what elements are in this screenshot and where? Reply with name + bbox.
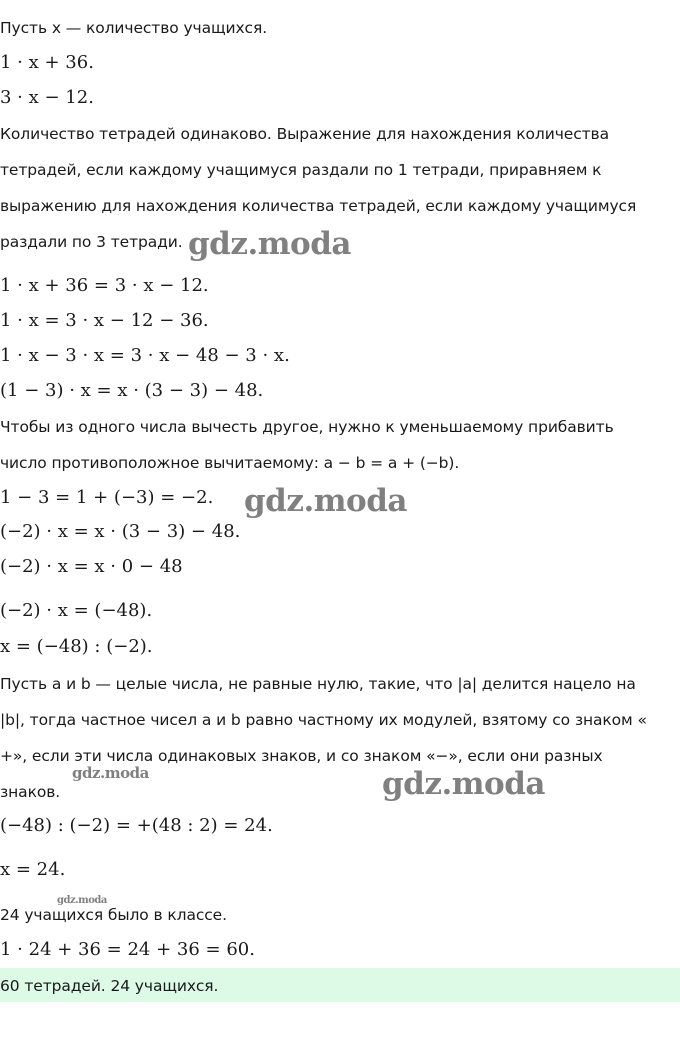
math-expression: 3 · x − 12.	[0, 87, 94, 108]
paragraph-line	[0, 782, 60, 802]
equation-6	[0, 521, 240, 543]
math-expression: x = (−48) : (−2).	[0, 636, 153, 657]
watermark: gdz.moda	[72, 764, 149, 782]
text-line-content: |b|, тогда частное чисел a и b равно частному их модулей, взятому со знаком «	[0, 711, 647, 729]
equation-9	[0, 636, 153, 658]
equation-1	[0, 275, 209, 297]
watermark: gdz.moda	[188, 226, 351, 262]
math-expression: 1 − 3 = 1 + (−3) = −2.	[0, 487, 214, 508]
watermark: gdz.moda	[57, 895, 107, 906]
math-expression: x = 24.	[0, 859, 66, 880]
math-expression: 1 · x + 36.	[0, 52, 94, 73]
equation-2	[0, 310, 209, 332]
paragraph-line	[0, 746, 603, 766]
paragraph-line	[0, 710, 647, 730]
paragraph-line	[0, 453, 459, 473]
equation-11	[0, 859, 65, 881]
paragraph-line	[0, 196, 636, 216]
text-line-content: Пусть a и b — целые числа, не равные нулю, такие, что |a| делится нацело на	[0, 675, 636, 693]
text-line-content: тетрадей, если каждому учащимуся раздали по 1 тетради, приравняем к	[0, 161, 602, 179]
equation-3	[0, 345, 290, 367]
text-line-content: знаков.	[0, 783, 61, 801]
text-line-content: Пусть x — количество учащихся.	[0, 19, 268, 37]
text-line-content: Количество тетрадей одинаково. Выражение для нахождения количества	[0, 125, 609, 143]
math-expression: 1 · 24 + 36 = 24 + 36 = 60.	[0, 939, 255, 960]
text-line-content: число противоположное вычитаемому: a − b = a + (−b).	[0, 454, 460, 472]
equation-10	[0, 815, 273, 837]
math-expression: 1 · x = 3 · x − 12 − 36.	[0, 310, 209, 331]
math-expression: (−2) · x = x · 0 − 48	[0, 556, 183, 577]
equation-4	[0, 380, 263, 402]
paragraph-line	[0, 124, 609, 144]
expression-1	[0, 52, 94, 74]
text-line-content: 24 учащихся было в классе.	[0, 906, 227, 924]
watermark: gdz.moda	[244, 483, 407, 519]
paragraph-line	[0, 160, 601, 180]
math-expression: 1 · x + 36 = 3 · x − 12.	[0, 275, 209, 296]
equation-7	[0, 556, 183, 578]
paragraph-line	[0, 417, 614, 437]
text-line-content: +», если эти числа одинаковых знаков, и со знаком «−», если они разных	[0, 747, 603, 765]
answer-text: 60 тетрадей. 24 учащихся.	[0, 977, 219, 995]
text-line-1	[0, 18, 267, 38]
paragraph-line	[0, 232, 183, 252]
equation-8	[0, 600, 152, 622]
paragraph-line	[0, 674, 636, 694]
math-expression: (−2) · x = (−48).	[0, 600, 153, 621]
math-expression: (1 − 3) · x = x · (3 − 3) − 48.	[0, 380, 264, 401]
answer-line	[0, 976, 218, 996]
watermark: gdz.moda	[382, 766, 545, 802]
expression-2	[0, 87, 94, 109]
text-line-students	[0, 905, 227, 925]
equation-5	[0, 487, 213, 509]
text-line-content: Чтобы из одного числа вычесть другое, нужно к уменьшаемому прибавить	[0, 418, 614, 436]
text-line-content: выражению для нахождения количества тетрадей, если каждому учащимуся	[0, 197, 637, 215]
math-expression: (−2) · x = x · (3 − 3) − 48.	[0, 521, 241, 542]
math-expression: (−48) : (−2) = +(48 : 2) = 24.	[0, 815, 273, 836]
text-line-content: раздали по 3 тетради.	[0, 233, 183, 251]
equation-12	[0, 939, 255, 961]
math-expression: 1 · x − 3 · x = 3 · x − 48 − 3 · x.	[0, 345, 290, 366]
